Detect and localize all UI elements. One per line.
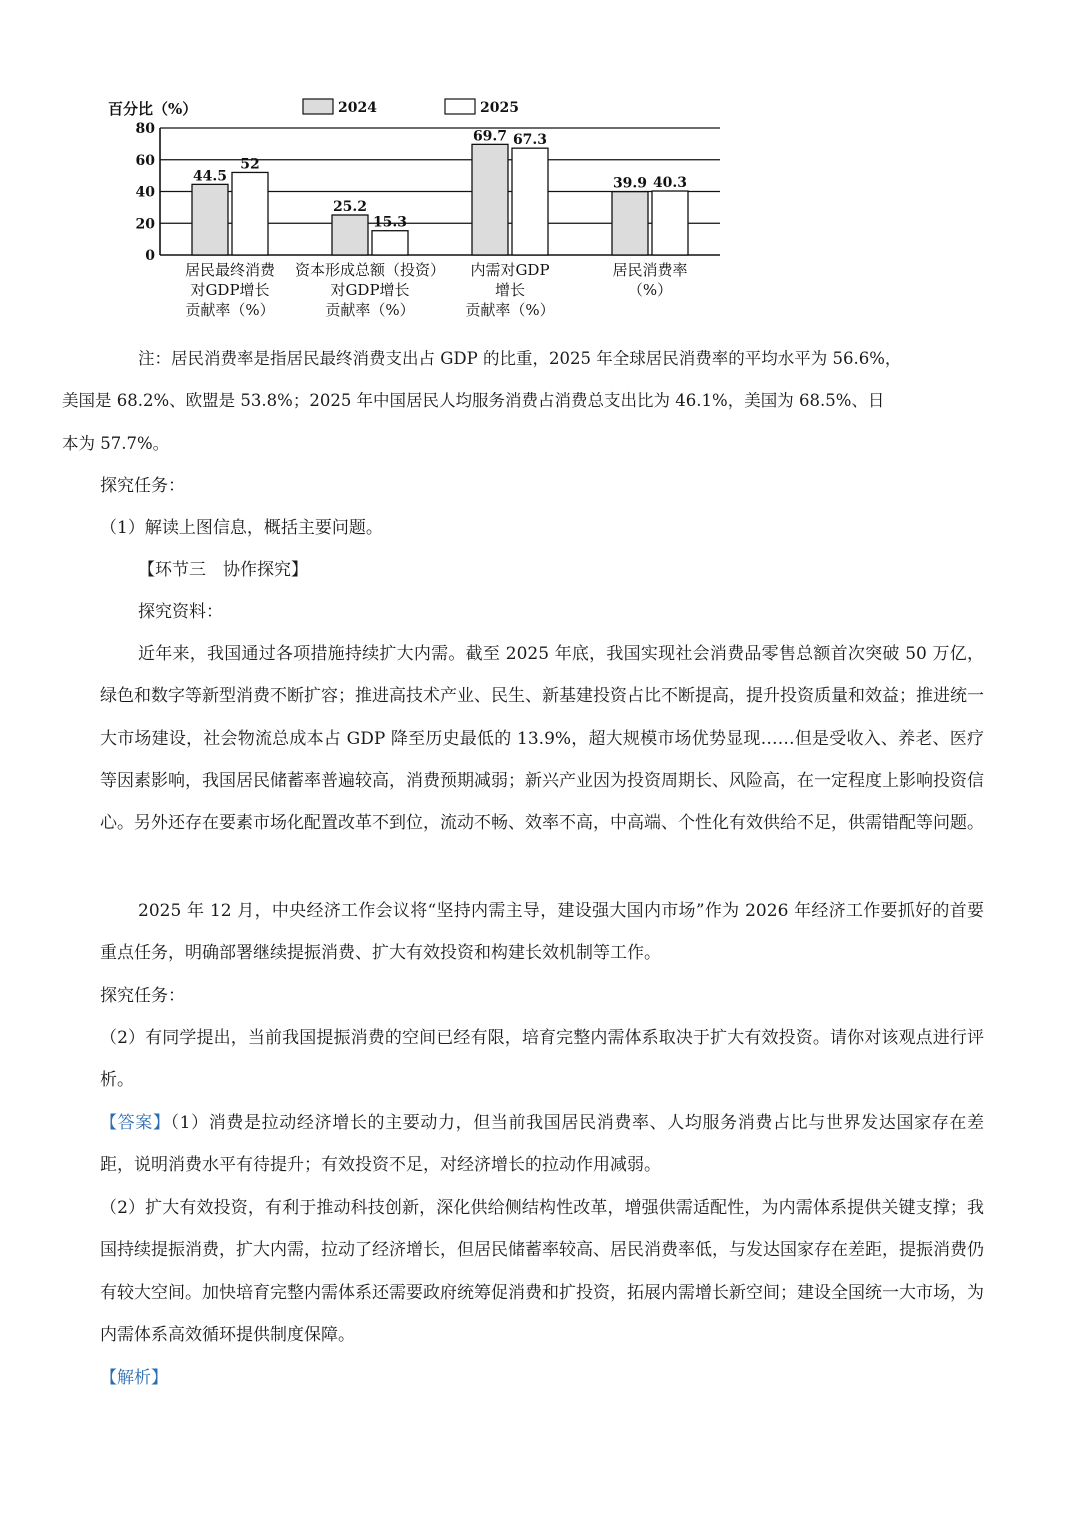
bar-2025-2 (512, 148, 548, 255)
legend-swatch-2025 (445, 99, 475, 114)
data-label: 25.2 (332, 198, 368, 215)
category-label: 居民消费率 (612, 261, 688, 279)
category-label: 居民最终消费 (184, 261, 276, 279)
y-axis-label: 百分比（%） (108, 100, 198, 118)
section-3-heading: 【环节三 协作探究】 (138, 560, 308, 580)
category-label: 对GDP增长 (330, 281, 410, 299)
data-label: 40.3 (652, 175, 688, 192)
bar-2025-0 (232, 172, 268, 255)
note-line-3: 本为 57.7%。 (62, 433, 170, 453)
y-tick-label: 20 (135, 216, 155, 233)
data-label: 15.3 (372, 214, 408, 231)
category-label: （%） (627, 281, 673, 299)
chart-note (62, 338, 984, 465)
y-tick-label: 80 (135, 121, 155, 137)
data-label: 67.3 (512, 132, 548, 149)
category-label: 内需对GDP (470, 261, 550, 279)
task-label-1: 探究任务： (100, 476, 185, 496)
bar-2024-1 (332, 215, 368, 255)
y-tick-label: 40 (135, 184, 155, 201)
category-label: 增长 (494, 281, 526, 299)
data-label: 69.7 (472, 128, 508, 145)
note-line-1: 注：居民消费率是指居民最终消费支出占 GDP 的比重，2025 年全球居民消费率的平均水平为 56.6%， (138, 349, 902, 368)
bar-2025-1 (372, 231, 408, 255)
bar-chart (100, 92, 740, 324)
data-label: 52 (240, 156, 260, 173)
material-label: 探究资料： (138, 602, 223, 622)
bar-2025-3 (652, 191, 688, 255)
y-tick-labels (136, 121, 156, 264)
task-1: （1）解读上图信息，概括主要问题。 (100, 518, 383, 538)
bar-2024-3 (612, 192, 648, 255)
category-label: 资本形成总额（投资） (294, 261, 446, 279)
answer-1-text: （1）消费是拉动经济增长的主要动力，但当前我国居民消费率、人均服务消费占比与世界发达国家存在差距，说明消费水平有待提升；有效投资不足，对经济增长的拉动作用减弱。 (100, 1113, 984, 1176)
note-line-2: 美国是 68.2%、欧盟是 53.8%；2025 年中国居民人均服务消费占消费总支出比为 46.1%，美国为 68.5%、日 (62, 391, 885, 411)
answer-2: （2）扩大有效投资，有利于推动科技创新，深化供给侧结构性改革，增强供需适配性，为内需体系提供关键支撑；我国持续提振消费，扩大内需，拉动了经济增长，但居民储蓄率较高、居民消费率低，与发达国家存在差距，提振消费仍有较大空间。加快培育完整内需体系还需要政府统筹促消费和扩投资，拓展内需增长新空间；建设全国统一大市场，为内需体系高效循环提供制度保障。 (100, 1198, 984, 1345)
legend-label-2025: 2025 (480, 100, 519, 116)
task-2: （2）有同学提出，当前我国提振消费的空间已经有限，培育完整内需体系取决于扩大有效投资。请你对该观点进行评析。 (100, 1028, 984, 1091)
data-label: 44.5 (192, 168, 228, 185)
legend-swatch-2024 (303, 99, 333, 114)
answer-1 (100, 1102, 984, 1187)
category-labels (185, 261, 688, 319)
category-label: 贡献率（%） (185, 301, 275, 319)
category-label: 贡献率（%） (465, 301, 555, 319)
y-tick-label: 0 (145, 248, 155, 264)
y-tick-label: 60 (135, 152, 155, 169)
data-label: 39.9 (612, 175, 648, 192)
analysis-tag: 【解析】 (100, 1368, 168, 1388)
answer-tag: 【答案】 (100, 1113, 171, 1133)
task-label-2: 探究任务： (100, 986, 185, 1006)
bar-2024-2 (472, 144, 508, 255)
material-paragraph-1: 近年来，我国通过各项措施持续扩大内需。截至 2025 年底，我国实现社会消费品零售总额首次突破 50 万亿，绿色和数字等新型消费不断扩容；推进高技术产业、民生、新基建投资占比不断提高，提升投资质量和效益；推进统一大市场建设，社会物流总成本占 GDP 降至历史最低的 13.9%，超大规模市场优势显现……但是受收入、养老、医疗等因素影响，我国居民储蓄率普遍较高，消费预期减弱；新兴产业因为投资周期长、风险高，在一定程度上影响投资信心。另外还存在要素市场化配置改革不到位，流动不畅、效率不高，中高端、个性化有效供给不足，供需错配等问题。 (100, 644, 984, 834)
material-paragraph-2: 2025 年 12 月，中央经济工作会议将“坚持内需主导，建设强大国内市场”作为 2026 年经济工作要抓好的首要重点任务，明确部署继续提振消费、扩大有效投资和构建长效机制等工作。 (100, 901, 984, 964)
bar-2024-0 (192, 184, 228, 255)
legend (303, 99, 519, 116)
category-label: 对GDP增长 (190, 281, 270, 299)
category-label: 贡献率（%） (325, 301, 415, 319)
legend-label-2024: 2024 (338, 100, 377, 116)
